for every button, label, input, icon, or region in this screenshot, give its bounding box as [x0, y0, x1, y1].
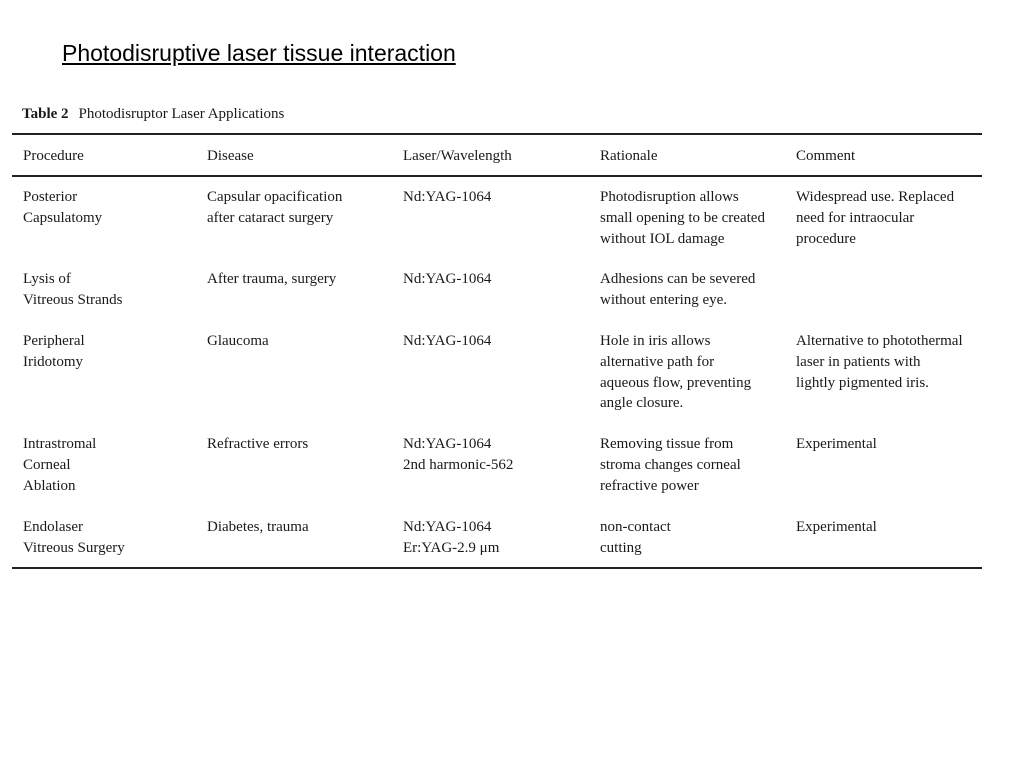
rationale-cell: Photodisruption allows small opening to be created without IOL damage — [600, 189, 765, 247]
comment-cell: Widespread use. Replaced need for intraocular procedure — [796, 189, 955, 247]
column-header-comment: Comment — [796, 148, 856, 164]
disease-cell: Diabetes, trauma — [207, 519, 309, 535]
rationale-cell: Adhesions can be severed without entering eye. — [600, 271, 756, 308]
procedure-cell: Posterior Capsulatomy — [23, 189, 103, 226]
column-header-laser-wavelength: Laser/Wavelength — [403, 148, 512, 164]
laser-cell: Nd:YAG-1064 Er:YAG-2.9 μm — [403, 519, 500, 556]
procedure-cell: Peripheral Iridotomy — [23, 333, 85, 370]
table-bottom-rule — [12, 567, 982, 569]
column-header-rationale: Rationale — [600, 148, 658, 164]
slide-title: Photodisruptive laser tissue interaction — [62, 40, 456, 66]
column-header-procedure: Procedure — [23, 148, 84, 164]
laser-cell: Nd:YAG-1064 2nd harmonic-562 — [403, 436, 514, 473]
procedure-cell: Endolaser Vitreous Surgery — [23, 519, 125, 556]
laser-cell: Nd:YAG-1064 — [403, 189, 492, 205]
comment-cell: Alternative to photothermal laser in patients with lightly pigmented iris. — [796, 333, 963, 391]
comment-cell: Experimental — [796, 436, 877, 452]
laser-cell: Nd:YAG-1064 — [403, 333, 492, 349]
table-caption — [22, 106, 284, 123]
disease-cell: After trauma, surgery — [207, 271, 337, 287]
column-header-disease: Disease — [207, 148, 254, 164]
rationale-cell: non-contact cutting — [600, 519, 671, 556]
rationale-cell: Removing tissue from stroma changes corneal refractive power — [600, 436, 741, 494]
procedure-cell: Intrastromal Corneal Ablation — [23, 436, 97, 494]
disease-cell: Capsular opacification after cataract surgery — [207, 189, 343, 226]
rationale-cell: Hole in iris allows alternative path for aqueous flow, preventing angle closure. — [600, 333, 752, 412]
table-caption-label: Table 2 — [22, 106, 69, 122]
disease-cell: Refractive errors — [207, 436, 309, 452]
laser-cell: Nd:YAG-1064 — [403, 271, 492, 287]
table-caption-text: Photodisruptor Laser Applications — [78, 106, 285, 122]
procedure-cell: Lysis of Vitreous Strands — [23, 271, 123, 308]
table-top-rule — [12, 133, 982, 135]
comment-cell: Experimental — [796, 519, 877, 535]
table-header-rule — [12, 175, 982, 177]
disease-cell: Glaucoma — [207, 333, 269, 349]
